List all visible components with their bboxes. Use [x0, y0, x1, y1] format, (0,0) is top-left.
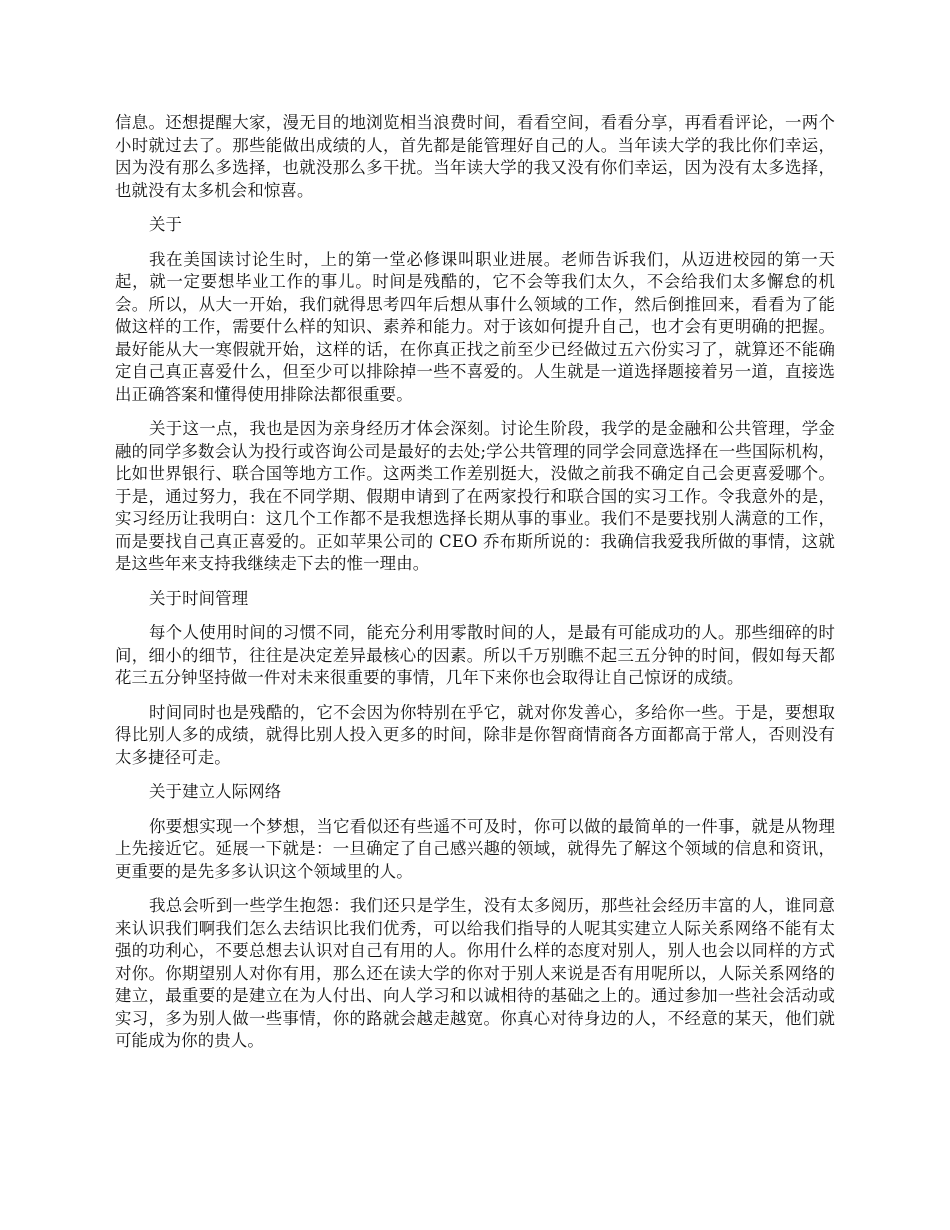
paragraph: 时间同时也是残酷的，它不会因为你特别在乎它，就对你发善心，多给你一些。于是，要想取得比别人多的成绩，就得比别人投入更多的时间，除非是你智商情商各方面都高于常人，否则没有太多捷径可走。 [115, 702, 835, 767]
document-body [115, 112, 835, 1065]
paragraph: 关于这一点，我也是因为亲身经历才体会深刻。讨论生阶段，我学的是金融和公共管理，学金融的同学多数会认为投行或咨询公司是最好的去处;学公共管理的同学会同意选择在一些国际机构，比如世界银行、联合国等地方工作。这两类工作差别挺大，没做之前我不确定自己会更喜爱哪个。于是，通过努力，我在不同学期、假期申请到了在两家投行和联合国的实习工作。令我意外的是，实习经历让我明白：这几个工作都不是我想选择长期从事的事业。我们不是要找别人满意的工作，而是要找自己真正喜爱的。正如苹果公司的 CEO 乔布斯所说的：我确信我爱我所做的事情，这就是这些年来支持我继续走下去的惟一理由。 [115, 419, 835, 573]
paragraph: 信息。还想提醒大家，漫无目的地浏览相当浪费时间，看看空间，看看分享，再看看评论，一两个小时就过去了。那些能做出成绩的人，首先都是能管理好自己的人。当年读大学的我比你们幸运，因为没有那么多选择，也就没那么多干扰。当年读大学的我又没有你们幸运，因为没有太多选择，也就没有太多机会和惊喜。 [115, 113, 835, 200]
section-heading: 关于 [149, 215, 183, 234]
paragraph: 每个人使用时间的习惯不同，能充分利用零散时间的人，是最有可能成功的人。那些细碎的时间，细小的细节，往往是决定差异最核心的因素。所以千万别瞧不起三五分钟的时间，假如每天都花三五分钟坚持做一件对未来很重要的事情，几年下来你也会取得让自己惊讶的成绩。 [115, 623, 835, 687]
paragraph: 我在美国读讨论生时，上的第一堂必修课叫职业进展。老师告诉我们，从迈进校园的第一天起，就一定要想毕业工作的事儿。时间是残酷的，它不会等我们太久，不会给我们太多懈怠的机会。所以，从大一开始，我们就得思考四年后想从事什么领域的工作，然后倒推回来，看看为了能做这样的工作，需要什么样的知识、素养和能力。对于该如何提升自己，也才会有更明确的把握。最好能从大一寒假就开始，这样的话，在你真正找之前至少已经做过五六份实习了，就算还不能确定自己真正喜爱什么，但至少可以排除掉一些不喜爱的。人生就是一道选择题接着另一道，直接选出正确答案和懂得使用排除法都很重要。 [115, 249, 835, 404]
paragraph: 你要想实现一个梦想，当它看似还有些遥不可及时，你可以做的最简单的一件事，就是从物理上先接近它。延展一下就是：一旦确定了自己感兴趣的领域，就得先了解这个领域的信息和资讯，更重要的是先多多认识这个领域里的人。 [115, 816, 835, 881]
section-heading: 关于时间管理 [149, 588, 249, 608]
section-heading: 关于建立人际网络 [149, 782, 282, 801]
paragraph: 我总会听到一些学生抱怨：我们还只是学生，没有太多阅历，那些社会经历丰富的人，谁同意来认识我们啊我们怎么去结识比我们优秀，可以给我们指导的人呢其实建立人际关系网络不能有太强的功利心，不要总想去认识对自己有用的人。你用什么样的态度对别人，别人也会以同样的方式对你。你期望别人对你有用，那么还在读大学的你对于别人来说是否有用呢所以，人际关系网络的建立，最重要的是建立在为人付出、向人学习和以诚相待的基础之上的。通过参加一些社会活动或实习，多为别人做一些事情，你的路就会越走越宽。你真心对待身边的人，不经意的某天，他们就可能成为你的贵人。 [115, 896, 835, 1050]
